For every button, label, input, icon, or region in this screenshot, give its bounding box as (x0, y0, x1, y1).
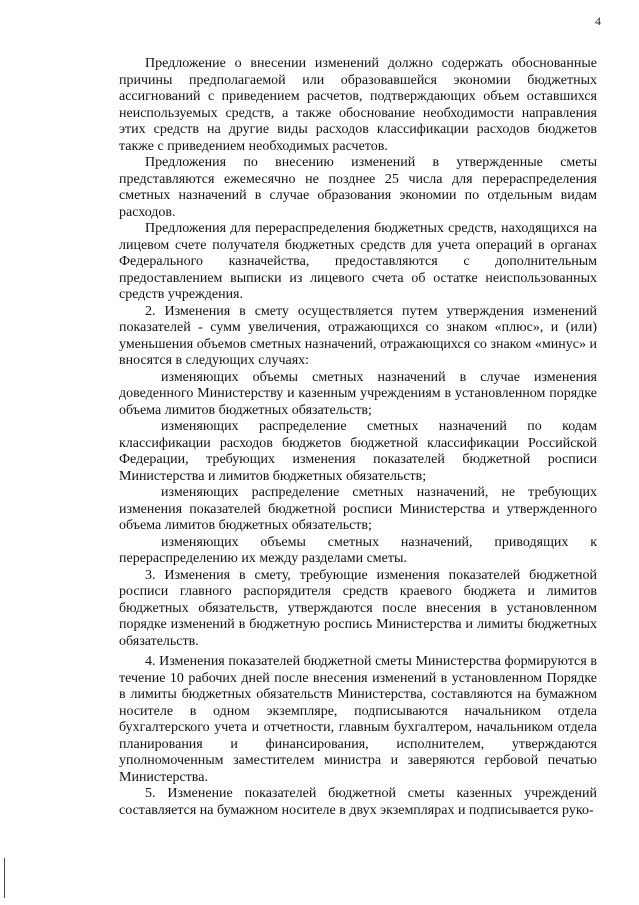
list-item-case-2: изменяющих распределение сметных назначений по кодам классификации расходов бюджетов бюджетной классификации Российской Федерации, требующих изменения показателей бюджетной росписи Министерства и лимитов бюджетных обязательств; (119, 419, 597, 484)
list-item-case-4: изменяющих объемы сметных назначений, приводящих к перераспределению их между разделами сметы. (119, 534, 597, 566)
paragraph-item-2: 2. Изменения в смету осуществляется путем утверждения изменений показателей - сумм увеличения, отражающихся со знаком «плюс», и (или) уменьшения объемов сметных назначений, отражающихся со знаком «минус» и вносятся в следующих случаях: (119, 303, 597, 368)
paragraph-proposal-deadline: Предложения по внесению изменений в утвержденные сметы представляются ежемесячно не позднее 25 числа для перераспределения сметных назначений в случае образования экономии по отдельным видам расходов. (119, 155, 597, 220)
page-number: 4 (595, 14, 601, 28)
paragraph-item-3: 3. Изменения в смету, требующие изменения показателей бюджетной росписи главного распорядителя средств краевого бюджета и лимитов бюджетных обязательств, утверждаются после внесения в установленном порядке изменений в бюджетную роспись Министерства и лимиты бюджетных обязательств. (119, 567, 597, 649)
document-body (119, 56, 597, 819)
scan-edge-mark (4, 858, 5, 898)
list-item-case-1: изменяющих объемы сметных назначений в случае изменения доведенного Министерству и казенным учреждениям в установленном порядке объема лимитов бюджетных обязательств; (119, 369, 597, 418)
paragraph-item-4: 4. Изменения показателей бюджетной сметы Министерства формируются в течение 10 рабочих дней после внесения изменений в установленном Порядке в лимиты бюджетных обязательств Министерства, составляются на бумажном носителе в одном экземпляре, подписываются начальником отдела бухгалтерского учета и отчетности, главным бухгалтером, начальником отдела планирования и финансирования, исполнителем, утверждаются уполномоченным заместителем министра и заверяются гербовой печатью Министерства. (119, 654, 597, 785)
paragraph-proposal-content: Предложение о внесении изменений должно содержать обоснованные причины предполагаемой или образовавшейся экономии бюджетных ассигнований с приведением расчетов, подтверждающих объем оставшихся неиспользуемых средств, а также обоснование необходимости направления этих средств на другие виды расходов классификации расходов бюджетов также с приведением необходимых расчетов. (119, 56, 597, 154)
list-item-case-3: изменяющих распределение сметных назначений, не требующих изменения показателей бюджетной росписи Министерства и утвержденного объема лимитов бюджетных обязательств; (119, 485, 597, 533)
paragraph-item-5: 5. Изменение показателей бюджетной сметы казенных учреждений составляется на бумажном носителе в двух экземплярах и подписывается руко- (119, 786, 597, 818)
paragraph-redistribution-proposals: Предложения для перераспределения бюджетных средств, находящихся на лицевом счете получателя бюджетных средств для учета операций в органах Федерального казначейства, предоставляются с дополнительным предоставлением выписки из лицевого счета об остатке неиспользованных средств учреждения. (119, 221, 597, 302)
